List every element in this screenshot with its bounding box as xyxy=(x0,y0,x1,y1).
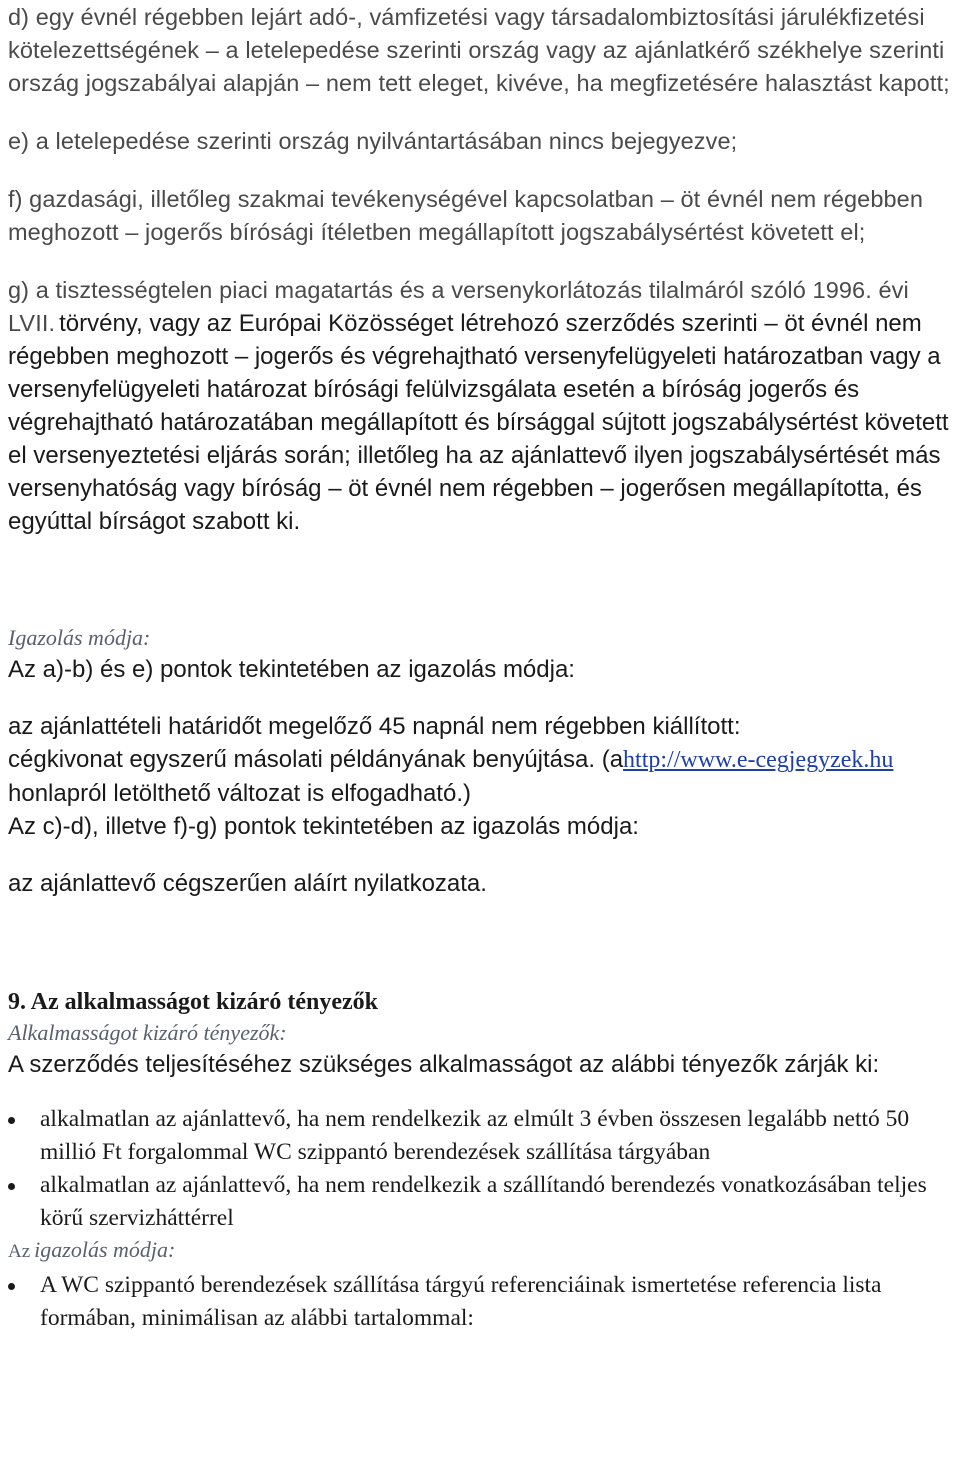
section-9-caption: Alkalmasságot kizáró tényezők: xyxy=(8,1020,287,1045)
paragraph-f: f) gazdasági, illetőleg szakmai tevékenységével kapcsolatban – öt évnél nem régebben meghozott – jogerős bírósági ítéletben megállapított jogszabálysértést követett el; xyxy=(8,186,924,245)
ecegjegyzek-link[interactable]: http://www.e-cegjegyzek.hu xyxy=(623,747,894,773)
verification-ab-e: Az a)-b) és e) pontok tekintetében az igazolás módja: xyxy=(8,656,575,683)
bullet-icon xyxy=(8,1117,15,1124)
spacer xyxy=(8,538,956,623)
verification-cd-fg: Az c)-d), illetve f)-g) pontok tekintetében az igazolás módja: xyxy=(8,813,639,840)
document-page xyxy=(8,0,956,1335)
verification-caption: Igazolás módja: xyxy=(8,625,151,650)
verification-line2-pre: cégkivonat egyszerű másolati példányának benyújtása. (a xyxy=(8,746,624,773)
list-item-text: A WC szippantó berendezések szállítása tárgyú referenciáinak ismertetése referencia lista formában, minimálisan az alábbi tartalommal: xyxy=(40,1272,882,1331)
paragraph-e: e) a letelepedése szerinti ország nyilvántartásában nincs bejegyezve; xyxy=(8,128,738,154)
list-item xyxy=(8,1169,956,1235)
paragraph-g-part2: törvény, vagy az Európai Közösséget létrehozó szerződés szerinti – öt évnél nem régebben meghozott – jogerős és végrehajtható versenyfelügyeleti határozatban vagy a versenyfelügyeleti határozat bírósági felülvizsgálata esetén a bíróság jogerős és végrehajtható határozatában megállapított és bírsággal sújtott jogszabálysértést követett el versenyeztetési eljárás során; illetőleg ha az ajánlattevő ilyen jogszabálysértését más versenyhatóság vagy bíróság – öt évnél nem régebben – jogerősen megállapította, és egyúttal bírságot szabott ki. xyxy=(8,310,949,535)
section-9-heading: 9. Az alkalmasságot kizáró tényezők xyxy=(8,989,378,1015)
bullet-icon xyxy=(8,1183,15,1190)
exclusion-list xyxy=(8,1103,956,1235)
verification-list xyxy=(8,1269,956,1335)
list-item-text: alkalmatlan az ajánlattevő, ha nem rendelkezik a szállítandó berendezés vonatkozásában teljes körű szervizháttérrel xyxy=(40,1172,927,1231)
section-9-intro: A szerződés teljesítéséhez szükséges alkalmasságot az alábbi tényezők zárják ki: xyxy=(8,1051,880,1078)
verification-statement: az ajánlattevő cégszerűen aláírt nyilatkozata. xyxy=(8,870,487,897)
paragraph-g xyxy=(8,274,956,538)
list-item xyxy=(8,1269,956,1335)
paragraph-d: d) egy évnél régebben lejárt adó-, vámfizetési vagy társadalombiztosítási járulékfizetési kötelezettségének – a letelepedése szerinti ország vagy az ajánlatkérő székhelye szerinti ország jogszabályai alapján – nem tett eleget, kivéve, ha megfizetésére halasztást kapott; xyxy=(8,4,950,96)
bullet-icon xyxy=(8,1283,15,1290)
verification-line1: az ajánlattételi határidőt megelőző 45 napnál nem régebben kiállított: xyxy=(8,713,741,740)
list-item-text: alkalmatlan az ajánlattevő, ha nem rendelkezik az elmúlt 3 évben összesen legalább nettó 50 millió Ft forgalommal WC szippantó berendezések szállítása tárgyában xyxy=(40,1106,910,1165)
verification-line2-post: honlapról letölthető változat is elfogadható.) xyxy=(8,780,471,807)
verification-line2 xyxy=(8,743,956,810)
verification-caption-text: igazolás módja: xyxy=(34,1237,176,1262)
verification-az: Az xyxy=(8,1241,31,1262)
section-9-verification-caption xyxy=(8,1235,956,1269)
list-item xyxy=(8,1103,956,1169)
paragraph-g-part1: g) a tisztességtelen piaci magatartás és a versenykorlátozás tilalmáról szóló 1996. évi LVII. xyxy=(8,277,909,336)
